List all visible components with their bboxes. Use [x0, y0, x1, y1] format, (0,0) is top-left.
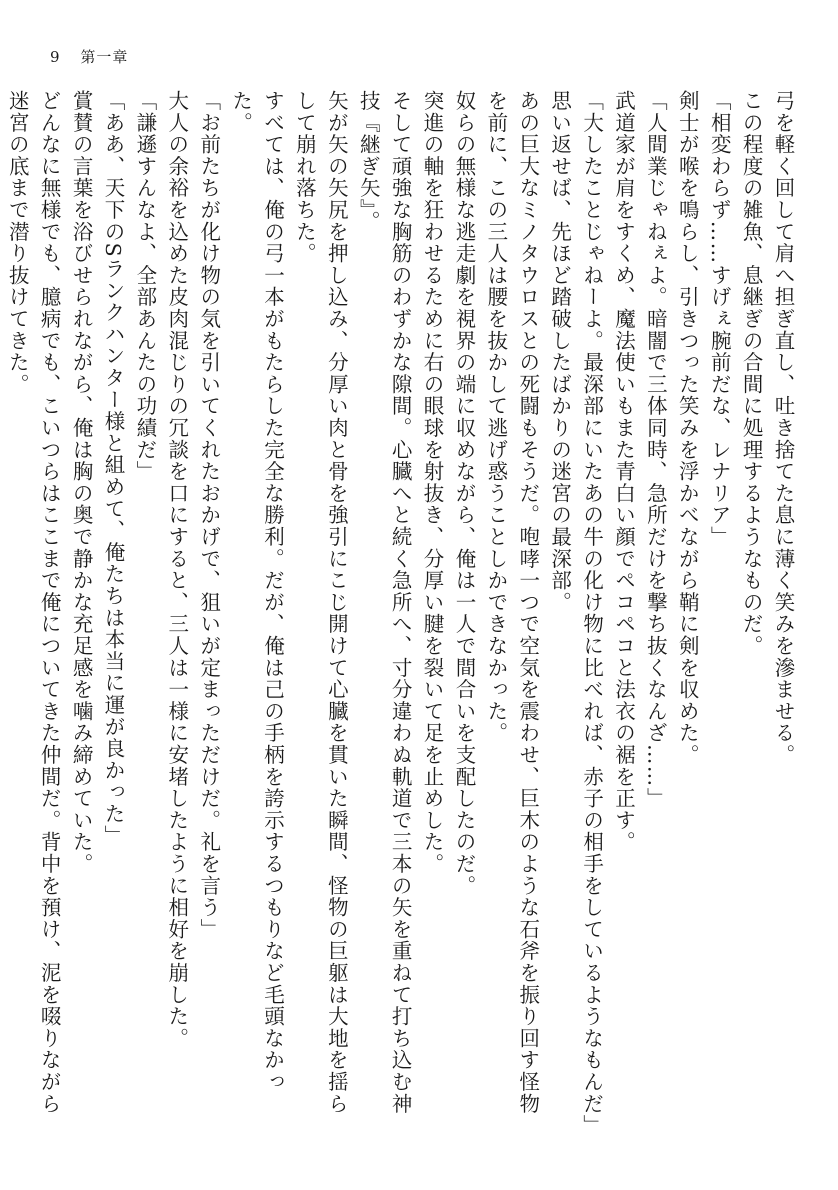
text-line: 「ああ、天下のSランクハンター様と組めて、俺たちは本当に運が良かった」 — [100, 90, 125, 847]
chapter-title: 第一章 — [80, 48, 129, 66]
text-line: すべては、俺の弓一本がもたらした完全な勝利。だが、俺は己の手柄を誇示するつもりなど毛頭なかった。 — [228, 90, 285, 1093]
text-line: 「謙遜すんなよ、全部あんたの功績だ」 — [132, 90, 157, 483]
page-number: 9 — [50, 48, 61, 66]
text-line: 突進の軸を狂わせるために右の眼球を射抜き、分厚い腱を裂いて足を止めした。 — [420, 90, 445, 875]
vertical-text-body — [5, 90, 798, 1137]
text-line: そして頑強な胸筋のわずかな隙間。心臓へと続く急所へ、寸分違わぬ軌道で三本の矢を重ねて打ち込む神技『継ぎ矢』。 — [356, 90, 413, 1115]
text-line: 矢が矢の矢尻を押し込み、分厚い肉と骨を強引にこじ開けて心臓を貫いた瞬間、怪物の巨躯は大地を揺らして崩れ落ちた。 — [292, 90, 349, 1115]
text-line: どんなに無様でも、臆病でも、こいつらはここまで俺についてきた仲間だ。背中を預け、泥を啜りながら迷宮の底まで潜り抜けてきた。 — [5, 90, 62, 1115]
text-line: 「相変わらず……すげぇ腕前だな、レナリア」 — [707, 90, 732, 548]
text-line: この程度の雑魚、息継ぎの合間に処理するようなものだ。 — [739, 90, 764, 657]
text-line: 「お前たちが化け物の気を引いてくれたおかげで、狙いが定まっただけだ。礼を言う」 — [196, 90, 221, 941]
text-line: 奴らの無様な逃走劇を視界の端に収めながら、俺は一人で間合いを支配したのだ。 — [451, 90, 476, 897]
running-head — [50, 46, 128, 67]
text-line: あの巨大なミノタウロスとの死闘もそうだ。咆哮一つで空気を震わせ、巨木のような石斧を振り回す怪物を前に、この三人は腰を抜かして逃げ惑うことしかできなかった。 — [483, 90, 540, 1115]
text-line: 「人間業じゃねぇよ。暗闇で三体同時、急所だけを撃ち抜くなんざ……」 — [643, 90, 668, 810]
text-line: 剣士が喉を鳴らし、引きつった笑みを浮かべながら鞘に剣を収めた。 — [675, 90, 700, 766]
text-line: 「大したことじゃねーよ。最深部にいたあの牛の化け物に比べれば、赤子の相手をしているようなもんだ」 — [579, 90, 604, 1137]
text-line: 大人の余裕を込めた皮肉混じりの冗談を口にすると、三人は一様に安堵したように相好を崩した。 — [164, 90, 189, 1050]
text-line: 賞賛の言葉を浴びせられながら、俺は胸の奥で静かな充足感を噛み締めていた。 — [69, 90, 94, 875]
text-line: 弓を軽く回して肩へ担ぎ直し、吐き捨てた息に薄く笑みを滲ませる。 — [771, 90, 795, 766]
text-line: 武道家が肩をすくめ、魔法使いもまた青白い顔でペコペコと法衣の裾を正す。 — [611, 90, 636, 853]
text-line: 思い返せば、先ほど踏破したばかりの迷宮の最深部。 — [547, 90, 572, 614]
